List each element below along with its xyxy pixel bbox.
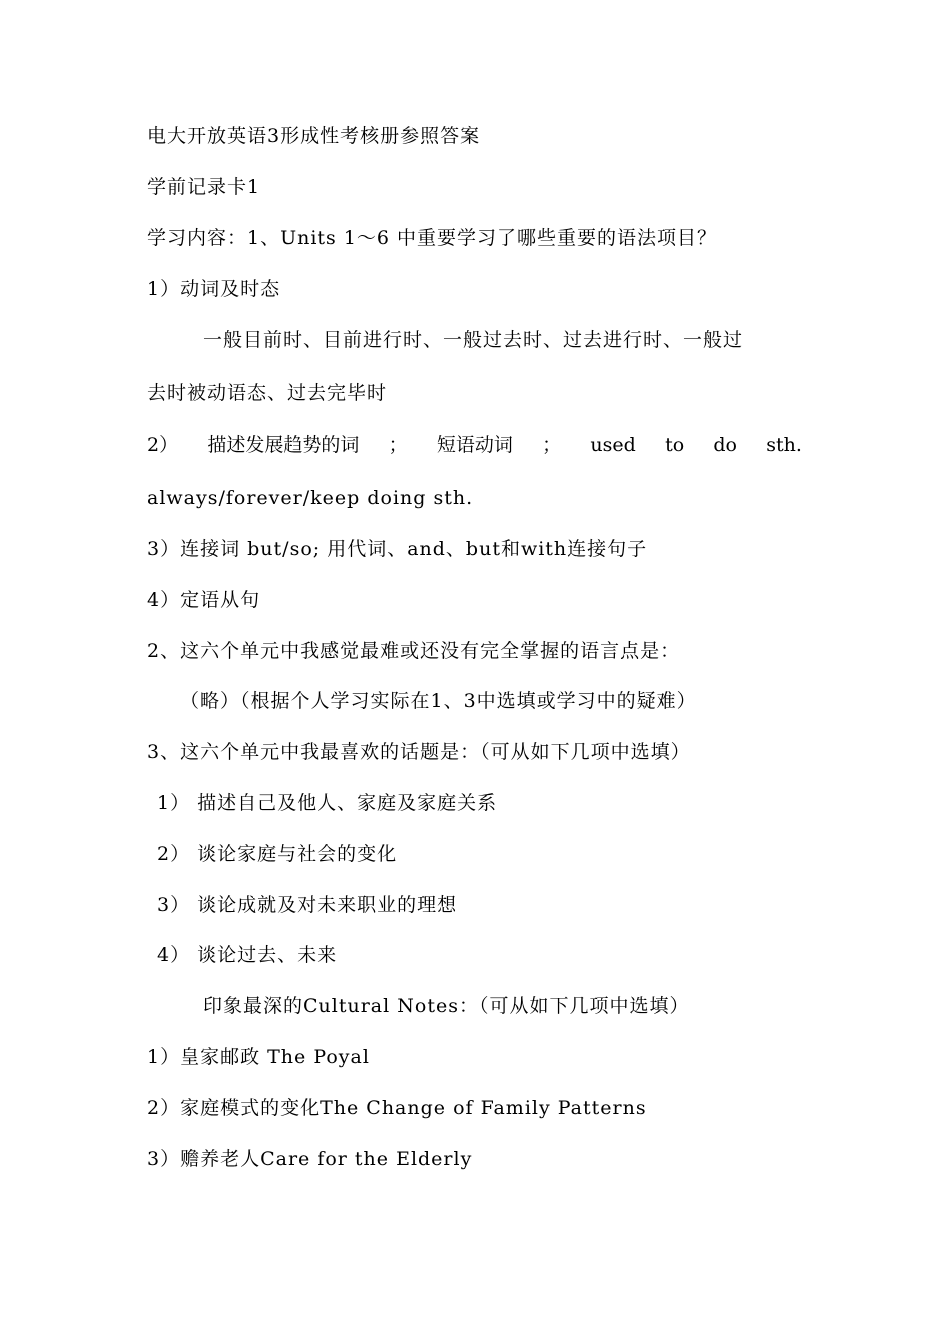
- cultural-note-item: 1）皇家邮政 The Poyal: [147, 1046, 370, 1068]
- question-2: 2、这六个单元中我感觉最难或还没有完全掌握的语言点是：: [147, 640, 681, 662]
- cultural-note-item: 2）家庭模式的变化The Change of Family Patterns: [147, 1097, 647, 1119]
- document-title: 电大开放英语3形成性考核册参照答案: [147, 125, 481, 147]
- cultural-notes-heading: 印象最深的Cultural Notes：（可从如下几项中选填）: [203, 995, 690, 1017]
- item2-part: to: [665, 434, 685, 456]
- topic-item: 4） 谈论过去、未来: [157, 944, 338, 966]
- topic-item: 2） 谈论家庭与社会的变化: [157, 843, 398, 865]
- item2-part: 2）: [147, 434, 179, 456]
- topic-item: 1） 描述自己及他人、家庭及家庭关系: [157, 792, 498, 814]
- item2-line1: [147, 436, 802, 455]
- item2-part: 描述发展趋势的词: [207, 434, 360, 456]
- item2-part: do: [713, 434, 737, 456]
- item2-part: ；: [542, 434, 562, 456]
- item1-heading: 1）动词及时态: [147, 278, 281, 300]
- question-2-answer: （略）（根据个人学习实际在1、3中选填或学习中的疑难）: [180, 690, 697, 712]
- item2-part: 短语动词: [436, 434, 513, 456]
- item1-line1: 一般目前时、目前进行时、一般过去时、过去进行时、一般过: [203, 329, 744, 351]
- item2-part: used: [590, 434, 636, 456]
- content-question: 学习内容：1、Units 1～6 中重要学习了哪些重要的语法项目？: [147, 227, 718, 249]
- card-title: 学前记录卡1: [147, 176, 261, 198]
- item1-line2: 去时被动语态、过去完毕时: [147, 382, 388, 404]
- cultural-note-item: 3）赡养老人Care for the Elderly: [147, 1148, 473, 1170]
- item2-part: sth.: [766, 434, 802, 456]
- topic-item: 3） 谈论成就及对未来职业的理想: [157, 894, 458, 916]
- item2-part: ；: [388, 434, 408, 456]
- item4: 4）定语从句: [147, 589, 261, 611]
- item3: 3）连接词 but/so; 用代词、and、but和with连接句子: [147, 538, 648, 560]
- question-3: 3、这六个单元中我最喜欢的话题是：（可从如下几项中选填）: [147, 741, 691, 763]
- item2-line2: always/forever/keep doing sth.: [147, 487, 474, 509]
